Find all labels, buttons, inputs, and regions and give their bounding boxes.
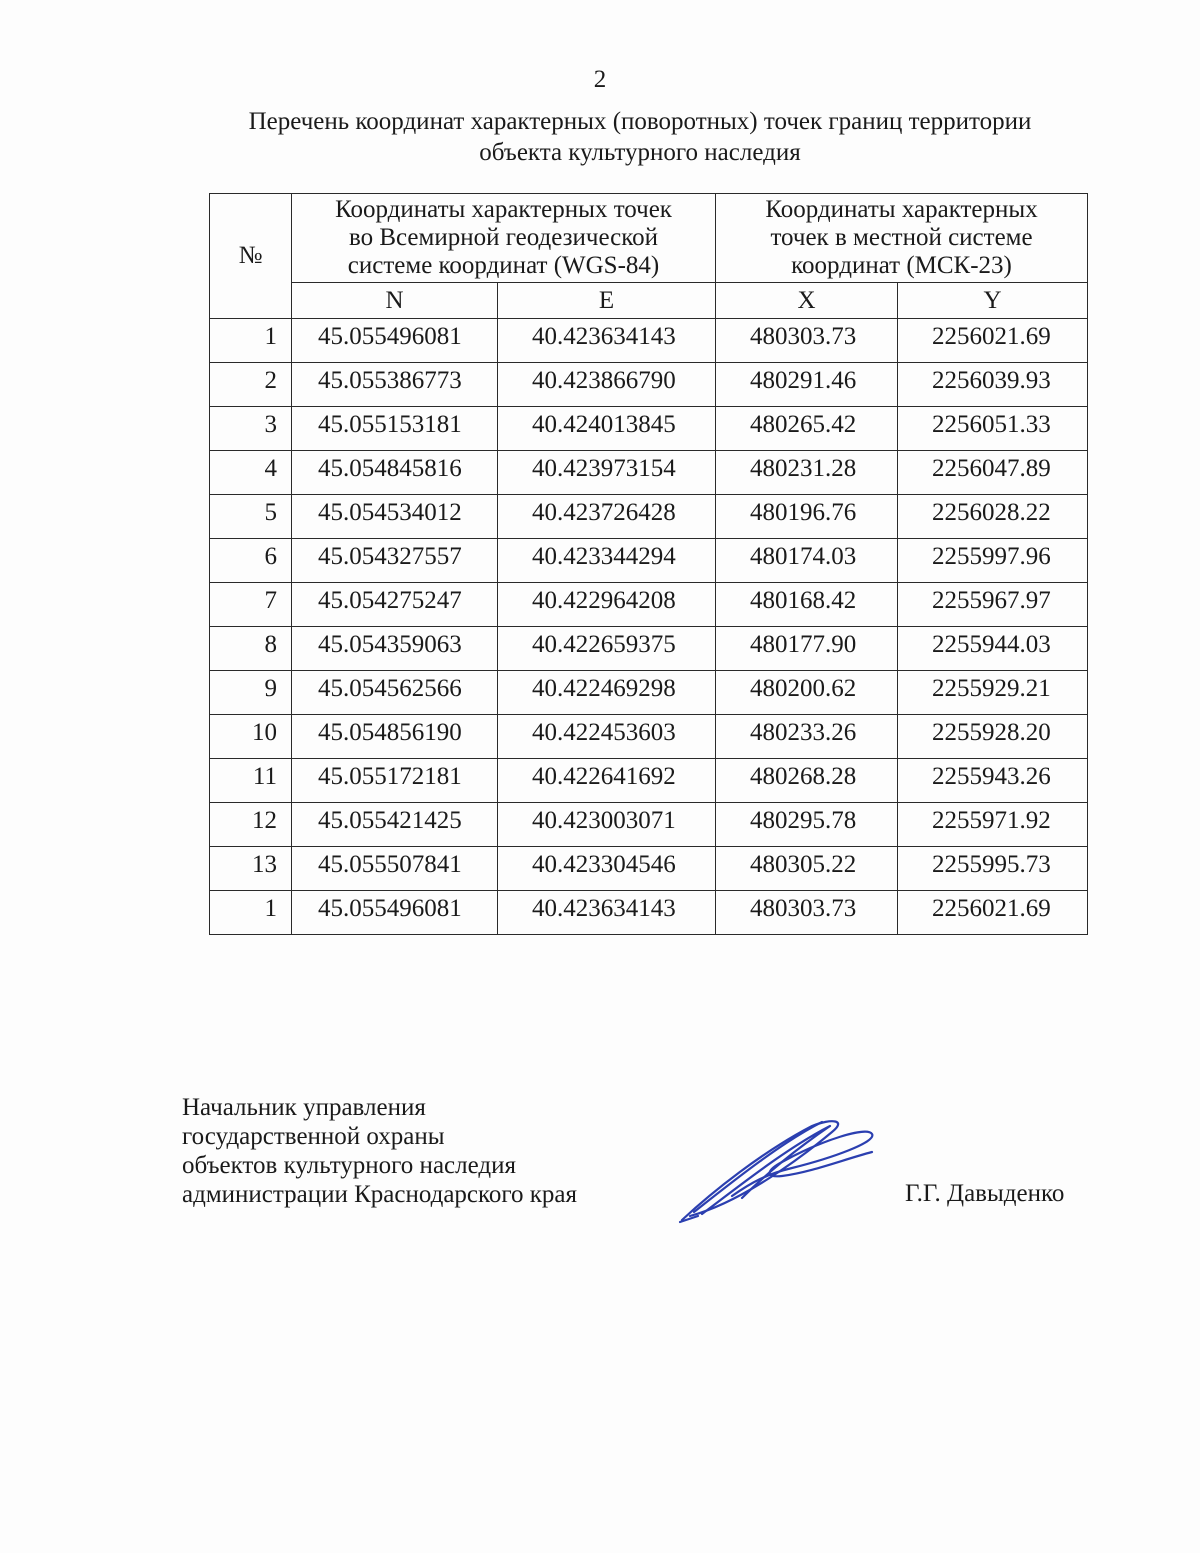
position-line: объектов культурного наследия — [182, 1152, 516, 1179]
point-number-cell: 6 — [210, 539, 292, 583]
signatory-name: Г.Г. Давыденко — [905, 1180, 1065, 1207]
y-coordinate-cell: 2256028.22 — [898, 495, 1088, 539]
x-coordinate-cell: 480231.28 — [716, 451, 898, 495]
longitude-cell: 40.423304546 — [498, 847, 716, 891]
point-number-cell: 12 — [210, 803, 292, 847]
latitude-cell: 45.055421425 — [292, 803, 498, 847]
coordinates-table — [209, 193, 1088, 935]
table-row — [210, 539, 1088, 583]
latitude-cell: 45.055386773 — [292, 363, 498, 407]
column-header-y: Y — [898, 283, 1088, 319]
page-number: 2 — [593, 66, 607, 93]
longitude-cell: 40.422453603 — [498, 715, 716, 759]
x-coordinate-cell: 480168.42 — [716, 583, 898, 627]
longitude-cell: 40.423973154 — [498, 451, 716, 495]
longitude-cell: 40.424013845 — [498, 407, 716, 451]
y-coordinate-cell: 2256021.69 — [898, 319, 1088, 363]
document-title — [150, 106, 1130, 168]
y-coordinate-cell: 2255971.92 — [898, 803, 1088, 847]
signatory-position — [182, 1093, 577, 1209]
x-coordinate-cell: 480303.73 — [716, 891, 898, 935]
latitude-cell: 45.054275247 — [292, 583, 498, 627]
wgs-column-group-header — [292, 194, 716, 283]
y-coordinate-cell: 2256051.33 — [898, 407, 1088, 451]
msk-header-line: точек в местной системе — [770, 224, 1033, 251]
x-coordinate-cell: 480174.03 — [716, 539, 898, 583]
latitude-cell: 45.055496081 — [292, 891, 498, 935]
latitude-cell: 45.054327557 — [292, 539, 498, 583]
latitude-cell: 45.054562566 — [292, 671, 498, 715]
x-coordinate-cell: 480196.76 — [716, 495, 898, 539]
y-coordinate-cell: 2255997.96 — [898, 539, 1088, 583]
latitude-cell: 45.055172181 — [292, 759, 498, 803]
longitude-cell: 40.423634143 — [498, 891, 716, 935]
point-number-cell: 5 — [210, 495, 292, 539]
x-coordinate-cell: 480295.78 — [716, 803, 898, 847]
y-coordinate-cell: 2255967.97 — [898, 583, 1088, 627]
point-number-cell: 7 — [210, 583, 292, 627]
x-coordinate-cell: 480291.46 — [716, 363, 898, 407]
point-number-cell: 11 — [210, 759, 292, 803]
point-number-cell: 1 — [210, 319, 292, 363]
position-line: администрации Краснодарского края — [182, 1181, 578, 1208]
longitude-cell: 40.422469298 — [498, 671, 716, 715]
longitude-cell: 40.423344294 — [498, 539, 716, 583]
msk-header-line: Координаты характерных — [765, 196, 1038, 223]
point-number-cell: 3 — [210, 407, 292, 451]
y-coordinate-cell: 2256021.69 — [898, 891, 1088, 935]
handwritten-signature — [672, 1112, 882, 1227]
y-coordinate-cell: 2255929.21 — [898, 671, 1088, 715]
table-row — [210, 319, 1088, 363]
table-row — [210, 759, 1088, 803]
x-coordinate-cell: 480265.42 — [716, 407, 898, 451]
point-number-cell: 1 — [210, 891, 292, 935]
table-row — [210, 583, 1088, 627]
coordinates-table-body — [210, 319, 1088, 935]
longitude-cell: 40.423726428 — [498, 495, 716, 539]
msk-header-line: координат (МСК-23) — [791, 252, 1012, 279]
wgs-header-line: системе координат (WGS-84) — [347, 252, 660, 279]
y-coordinate-cell: 2255995.73 — [898, 847, 1088, 891]
table-row — [210, 715, 1088, 759]
x-coordinate-cell: 480305.22 — [716, 847, 898, 891]
point-number-cell: 2 — [210, 363, 292, 407]
y-coordinate-cell: 2255944.03 — [898, 627, 1088, 671]
point-number-cell: 13 — [210, 847, 292, 891]
longitude-cell: 40.422964208 — [498, 583, 716, 627]
latitude-cell: 45.054534012 — [292, 495, 498, 539]
latitude-cell: 45.054845816 — [292, 451, 498, 495]
latitude-cell: 45.054856190 — [292, 715, 498, 759]
table-row — [210, 671, 1088, 715]
y-coordinate-cell: 2255943.26 — [898, 759, 1088, 803]
table-row — [210, 847, 1088, 891]
x-coordinate-cell: 480303.73 — [716, 319, 898, 363]
longitude-cell: 40.422641692 — [498, 759, 716, 803]
latitude-cell: 45.055496081 — [292, 319, 498, 363]
column-header-x: X — [716, 283, 898, 319]
x-coordinate-cell: 480268.28 — [716, 759, 898, 803]
position-line: государственной охраны — [182, 1123, 445, 1150]
y-coordinate-cell: 2256039.93 — [898, 363, 1088, 407]
title-line-2: объекта культурного наследия — [479, 139, 801, 166]
longitude-cell: 40.423634143 — [498, 319, 716, 363]
table-row — [210, 407, 1088, 451]
latitude-cell: 45.054359063 — [292, 627, 498, 671]
latitude-cell: 45.055153181 — [292, 407, 498, 451]
table-row — [210, 363, 1088, 407]
table-row — [210, 891, 1088, 935]
latitude-cell: 45.055507841 — [292, 847, 498, 891]
title-line-1: Перечень координат характерных (поворотных) точек границ территории — [248, 108, 1032, 135]
point-number-cell: 10 — [210, 715, 292, 759]
point-number-cell: 8 — [210, 627, 292, 671]
column-header-e: E — [498, 283, 716, 319]
table-row — [210, 451, 1088, 495]
column-header-n: N — [292, 283, 498, 319]
x-coordinate-cell: 480200.62 — [716, 671, 898, 715]
x-coordinate-cell: 480177.90 — [716, 627, 898, 671]
point-number-cell: 9 — [210, 671, 292, 715]
table-row — [210, 627, 1088, 671]
number-column-header: № — [210, 194, 292, 319]
msk-column-group-header — [716, 194, 1088, 283]
y-coordinate-cell: 2255928.20 — [898, 715, 1088, 759]
point-number-cell: 4 — [210, 451, 292, 495]
longitude-cell: 40.422659375 — [498, 627, 716, 671]
position-line: Начальник управления — [182, 1094, 426, 1121]
longitude-cell: 40.423003071 — [498, 803, 716, 847]
table-row — [210, 803, 1088, 847]
wgs-header-line: во Всемирной геодезической — [348, 224, 659, 251]
x-coordinate-cell: 480233.26 — [716, 715, 898, 759]
longitude-cell: 40.423866790 — [498, 363, 716, 407]
table-row — [210, 495, 1088, 539]
wgs-header-line: Координаты характерных точек — [335, 196, 672, 223]
y-coordinate-cell: 2256047.89 — [898, 451, 1088, 495]
